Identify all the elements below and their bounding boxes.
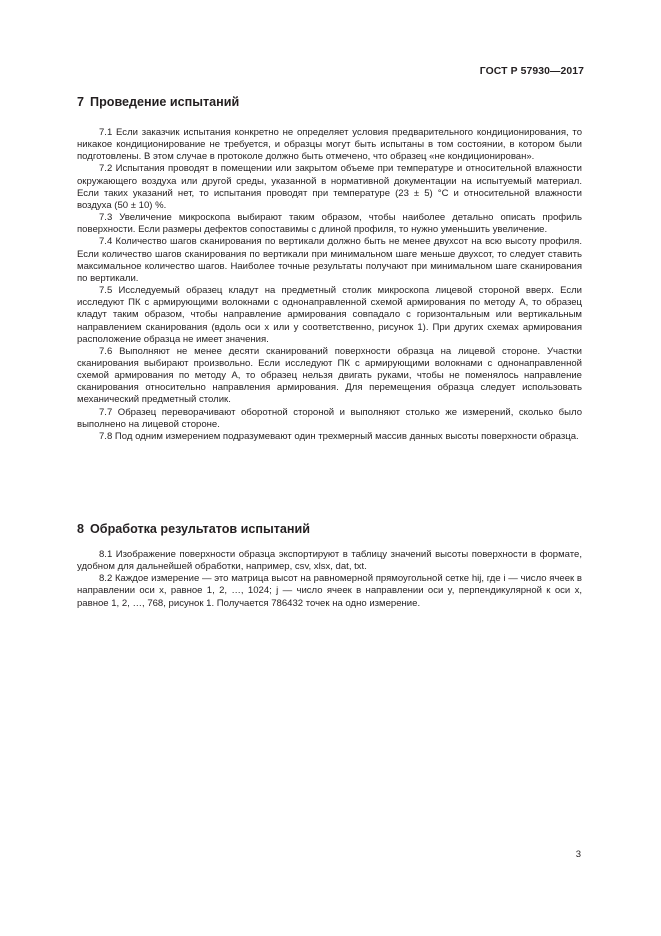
section-8-number: 8 [77, 522, 85, 536]
section-7-number: 7 [77, 95, 85, 109]
section-8-heading [77, 522, 310, 536]
section-8-title: Обработка результатов испытаний [90, 522, 311, 536]
paragraph-7-7: 7.7 Образец переворачивают оборотной стороной и выполняют столько же измерений, сколько было выполнено на лицевой стороне. [77, 406, 582, 430]
paragraph-7-8: 7.8 Под одним измерением подразумевают один трехмерный массив данных высоты поверхности образца. [99, 430, 579, 442]
paragraph-7-4: 7.4 Количество шагов сканирования по вертикали должно быть не менее двухсот на всю высоту профиля. Если количество шагов сканирования по вертикали при минимальном шаге меньше двухсот, то следует ставить максимальное количество шагов. Наиболее точные результаты получают при минимальном шаге сканирования по вертикали. [77, 236, 582, 284]
section-8-body [77, 549, 582, 610]
paragraph-7-6: 7.6 Выполняют не менее десяти сканирований поверхности образца на лицевой стороне. Участки сканирования выбирают произвольно. Если исследуют ПК с армирующими волокнами с однонаправленной схемой армирования по методу А, то образец нельзя двигать руками, чтобы не поменялось направление сканирования относительно направления армирования. Для перемещения образца следует использовать механический предметный столик. [77, 345, 582, 406]
document-header: ГОСТ Р 57930—2017 [479, 66, 584, 77]
paragraph-8-1: 8.1 Изображение поверхности образца экспортируют в таблицу значений высоты поверхности в формате, удобном для дальнейшей обработки, например, csv, xlsx, dat, txt. [77, 549, 582, 573]
paragraph-7-1: 7.1 Если заказчик испытания конкретно не определяет условия предварительного кондиционирования, то никакое кондиционирование не требуется, и образцы могут быть испытаны в том состоянии, в котором были подготовлены. В этом случае в протоколе должно быть отмечено, что образец «не кондиционирован». [77, 127, 582, 163]
paragraph-7-3: 7.3 Увеличение микроскопа выбирают таким образом, чтобы наиболее детально описать профиль поверхности. Если размеры дефектов сопоставимы с длиной профиля, то нужно уменьшить увеличение. [77, 212, 582, 236]
section-7-heading [77, 95, 239, 109]
section-7-body [77, 127, 582, 443]
paragraph-7-2: 7.2 Испытания проводят в помещении или закрытом объеме при температуре и относительной влажности окружающего воздуха или другой среды, указанной в нормативной документации на испытуемый материал. Если таких указаний нет, то испытания проводят при температуре (23 ± 5) °С и относительной влажности воздуха (50 ± 10) %. [77, 163, 582, 211]
paragraph-7-5: 7.5 Исследуемый образец кладут на предметный столик микроскопа лицевой стороной вверх. Если исследуют ПК с армирующими волокнами с однонаправленной схемой армирования по методу А, то образец кладут таким образом, чтобы направление армирования совпадало с горизонтальным или вертикальным направлением сканирования (вдоль оси x или y соответственно, рисунок 1). При других схемах армирования расположение образца не имеет значения. [77, 285, 582, 345]
page-number: 3 [575, 849, 581, 860]
paragraph-8-2: 8.2 Каждое измерение — это матрица высот на равномерной прямоугольной сетке hij, где i — число ячеек в направлении оси x, равное 1, 2, …, 1024; j — число ячеек в направлении оси y, перпендикулярной к оси x, равное 1, 2, …, 768, рисунок 1. Получается 786432 точек на одно измерение. [77, 573, 582, 609]
section-7-title: Проведение испытаний [90, 95, 240, 109]
